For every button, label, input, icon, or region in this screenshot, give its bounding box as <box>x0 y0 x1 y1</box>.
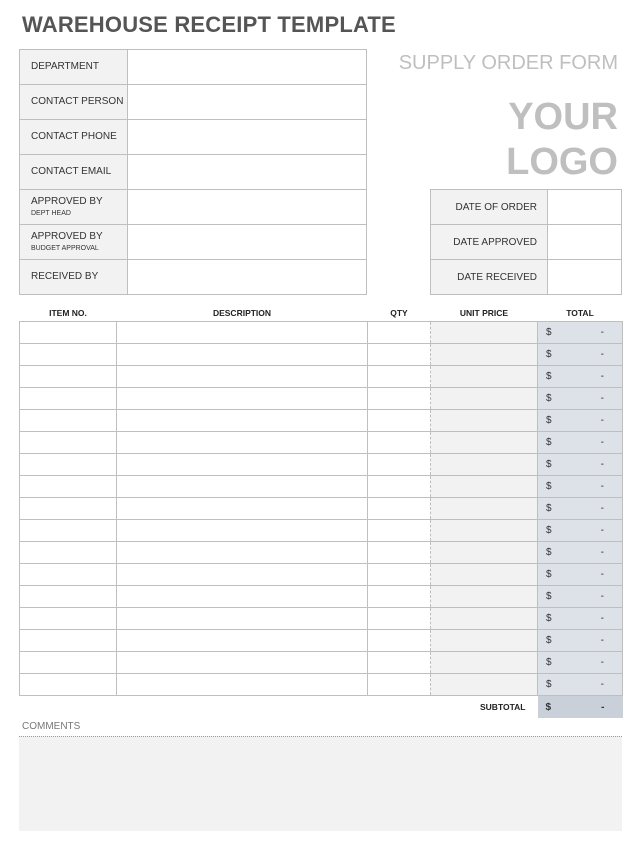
qty-cell[interactable] <box>368 520 431 542</box>
total-value: - <box>600 481 604 492</box>
table-row <box>20 410 623 432</box>
qty-cell[interactable] <box>368 476 431 498</box>
subtotal-currency-symbol: $ <box>545 701 552 713</box>
column-header-description: DESCRIPTION <box>117 305 368 322</box>
description-cell[interactable] <box>117 344 368 366</box>
unit-price-cell[interactable] <box>431 674 538 696</box>
unit-price-cell[interactable] <box>431 388 538 410</box>
currency-symbol: $ <box>546 481 552 492</box>
qty-cell[interactable] <box>368 344 431 366</box>
item-no-cell[interactable] <box>20 674 117 696</box>
item-no-cell[interactable] <box>20 476 117 498</box>
qty-cell[interactable] <box>368 542 431 564</box>
column-header-unit-price: UNIT PRICE <box>431 305 538 322</box>
item-no-cell[interactable] <box>20 652 117 674</box>
subtotal-value <box>538 696 623 719</box>
qty-cell[interactable] <box>368 366 431 388</box>
total-value: - <box>600 613 604 624</box>
info-row <box>20 85 367 120</box>
date-value-field[interactable] <box>548 260 622 295</box>
info-value-field[interactable] <box>128 120 367 155</box>
total-value: - <box>600 657 604 668</box>
table-row <box>20 432 623 454</box>
info-sublabel: BUDGET APPROVAL <box>31 244 99 252</box>
date-row <box>431 260 622 295</box>
total-cell <box>538 476 623 498</box>
unit-price-cell[interactable] <box>431 542 538 564</box>
currency-symbol: $ <box>546 503 552 514</box>
table-row <box>20 630 623 652</box>
description-cell[interactable] <box>117 652 368 674</box>
table-row <box>20 608 623 630</box>
info-label-text: RECEIVED BY <box>31 270 99 282</box>
qty-cell[interactable] <box>368 608 431 630</box>
description-cell[interactable] <box>117 366 368 388</box>
currency-symbol: $ <box>546 635 552 646</box>
info-label-text: APPROVED BY <box>31 196 103 208</box>
info-label <box>20 85 128 120</box>
item-no-cell[interactable] <box>20 432 117 454</box>
info-row <box>20 190 367 225</box>
logo-line-1: YOUR <box>508 96 618 138</box>
qty-cell[interactable] <box>368 410 431 432</box>
table-row <box>20 388 623 410</box>
total-value: - <box>600 415 604 426</box>
total-value: - <box>600 679 604 690</box>
item-no-cell[interactable] <box>20 586 117 608</box>
info-value-field[interactable] <box>128 155 367 190</box>
info-row <box>20 225 367 260</box>
total-value: - <box>600 327 604 338</box>
description-cell[interactable] <box>117 432 368 454</box>
currency-symbol: $ <box>546 459 552 470</box>
currency-symbol: $ <box>546 525 552 536</box>
info-row <box>20 260 367 295</box>
info-row <box>20 155 367 190</box>
unit-price-cell[interactable] <box>431 344 538 366</box>
qty-cell[interactable] <box>368 322 431 344</box>
subtotal-row <box>20 696 623 719</box>
date-label: DATE RECEIVED <box>431 260 548 295</box>
info-sublabel: DEPT HEAD <box>31 209 71 217</box>
qty-cell[interactable] <box>368 454 431 476</box>
qty-cell[interactable] <box>368 674 431 696</box>
date-label: DATE OF ORDER <box>431 190 548 225</box>
table-row <box>20 366 623 388</box>
total-value: - <box>600 437 604 448</box>
description-cell[interactable] <box>117 586 368 608</box>
total-cell <box>538 542 623 564</box>
info-label-text: DEPARTMENT <box>31 60 99 72</box>
currency-symbol: $ <box>546 349 552 360</box>
total-value: - <box>600 349 604 360</box>
info-label <box>20 225 128 260</box>
currency-symbol: $ <box>546 437 552 448</box>
column-header-total: TOTAL <box>538 305 623 322</box>
unit-price-cell[interactable] <box>431 520 538 542</box>
total-cell <box>538 586 623 608</box>
total-value: - <box>600 591 604 602</box>
description-cell[interactable] <box>117 674 368 696</box>
total-value: - <box>600 525 604 536</box>
item-no-cell[interactable] <box>20 388 117 410</box>
total-cell <box>538 432 623 454</box>
total-cell <box>538 564 623 586</box>
info-label <box>20 50 128 85</box>
description-cell[interactable] <box>117 608 368 630</box>
total-cell <box>538 454 623 476</box>
description-cell[interactable] <box>117 322 368 344</box>
item-no-cell[interactable] <box>20 498 117 520</box>
currency-symbol: $ <box>546 657 552 668</box>
info-label-text: CONTACT PERSON <box>31 95 124 107</box>
description-cell[interactable] <box>117 542 368 564</box>
qty-cell[interactable] <box>368 630 431 652</box>
unit-price-cell[interactable] <box>431 410 538 432</box>
total-value: - <box>600 569 604 580</box>
item-no-cell[interactable] <box>20 520 117 542</box>
table-row <box>20 476 623 498</box>
dates-table <box>430 189 622 295</box>
qty-cell[interactable] <box>368 432 431 454</box>
description-cell[interactable] <box>117 476 368 498</box>
column-header-qty: QTY <box>368 305 431 322</box>
description-cell[interactable] <box>117 630 368 652</box>
info-value-field[interactable] <box>128 85 367 120</box>
qty-cell[interactable] <box>368 388 431 410</box>
info-row <box>20 120 367 155</box>
table-row <box>20 652 623 674</box>
date-label: DATE APPROVED <box>431 225 548 260</box>
description-cell[interactable] <box>117 520 368 542</box>
date-value-field[interactable] <box>548 190 622 225</box>
description-cell[interactable] <box>117 564 368 586</box>
info-label <box>20 190 128 225</box>
unit-price-cell[interactable] <box>431 322 538 344</box>
table-row <box>20 586 623 608</box>
total-cell <box>538 366 623 388</box>
unit-price-cell[interactable] <box>431 432 538 454</box>
info-value-field[interactable] <box>128 50 367 85</box>
info-value-field[interactable] <box>128 190 367 225</box>
info-label <box>20 260 128 295</box>
subtotal-spacer <box>20 696 431 719</box>
comments-field[interactable] <box>19 736 622 831</box>
table-row <box>20 520 623 542</box>
total-cell <box>538 674 623 696</box>
qty-cell[interactable] <box>368 652 431 674</box>
currency-symbol: $ <box>546 569 552 580</box>
total-value: - <box>600 503 604 514</box>
qty-cell[interactable] <box>368 586 431 608</box>
logo-line-2: LOGO <box>506 141 618 183</box>
total-cell <box>538 388 623 410</box>
total-cell <box>538 520 623 542</box>
total-value: - <box>600 393 604 404</box>
items-header-row <box>20 305 623 322</box>
comments-label: COMMENTS <box>22 721 81 732</box>
info-label <box>20 155 128 190</box>
total-value: - <box>600 459 604 470</box>
info-label-text: APPROVED BY <box>31 231 103 243</box>
info-label-text: CONTACT PHONE <box>31 130 117 142</box>
logo-placeholder <box>506 95 618 185</box>
unit-price-cell[interactable] <box>431 476 538 498</box>
table-row <box>20 674 623 696</box>
total-cell <box>538 608 623 630</box>
total-cell <box>538 498 623 520</box>
total-cell <box>538 344 623 366</box>
currency-symbol: $ <box>546 327 552 338</box>
total-value: - <box>600 547 604 558</box>
table-row <box>20 454 623 476</box>
items-table <box>19 305 623 718</box>
unit-price-cell[interactable] <box>431 366 538 388</box>
currency-symbol: $ <box>546 371 552 382</box>
description-cell[interactable] <box>117 388 368 410</box>
item-no-cell[interactable] <box>20 564 117 586</box>
date-row <box>431 225 622 260</box>
total-cell <box>538 322 623 344</box>
total-cell <box>538 410 623 432</box>
table-row <box>20 542 623 564</box>
total-cell <box>538 630 623 652</box>
item-no-cell[interactable] <box>20 542 117 564</box>
subtotal-label: SUBTOTAL <box>480 702 526 712</box>
unit-price-cell[interactable] <box>431 652 538 674</box>
qty-cell[interactable] <box>368 564 431 586</box>
currency-symbol: $ <box>546 679 552 690</box>
currency-symbol: $ <box>546 613 552 624</box>
item-no-cell[interactable] <box>20 454 117 476</box>
item-no-cell[interactable] <box>20 630 117 652</box>
unit-price-cell[interactable] <box>431 498 538 520</box>
qty-cell[interactable] <box>368 498 431 520</box>
item-no-cell[interactable] <box>20 410 117 432</box>
contact-info-table <box>19 49 367 295</box>
column-header-item-no: ITEM NO. <box>20 305 117 322</box>
unit-price-cell[interactable] <box>431 630 538 652</box>
info-label-text: CONTACT EMAIL <box>31 165 112 177</box>
currency-symbol: $ <box>546 591 552 602</box>
supply-order-label: SUPPLY ORDER FORM <box>398 52 618 74</box>
info-value-field[interactable] <box>128 260 367 295</box>
table-row <box>20 564 623 586</box>
item-no-cell[interactable] <box>20 322 117 344</box>
table-row <box>20 498 623 520</box>
total-cell <box>538 652 623 674</box>
table-row <box>20 322 623 344</box>
date-row <box>431 190 622 225</box>
item-no-cell[interactable] <box>20 366 117 388</box>
currency-symbol: $ <box>546 393 552 404</box>
unit-price-cell[interactable] <box>431 608 538 630</box>
unit-price-cell[interactable] <box>431 586 538 608</box>
page-title: WAREHOUSE RECEIPT TEMPLATE <box>22 12 396 37</box>
info-label <box>20 120 128 155</box>
description-cell[interactable] <box>117 410 368 432</box>
date-value-field[interactable] <box>548 225 622 260</box>
unit-price-cell[interactable] <box>431 454 538 476</box>
currency-symbol: $ <box>546 547 552 558</box>
subtotal-amount: - <box>601 701 605 713</box>
total-value: - <box>600 635 604 646</box>
description-cell[interactable] <box>117 454 368 476</box>
info-row <box>20 50 367 85</box>
unit-price-cell[interactable] <box>431 564 538 586</box>
info-value-field[interactable] <box>128 225 367 260</box>
table-row <box>20 344 623 366</box>
item-no-cell[interactable] <box>20 344 117 366</box>
description-cell[interactable] <box>117 498 368 520</box>
total-value: - <box>600 371 604 382</box>
item-no-cell[interactable] <box>20 608 117 630</box>
currency-symbol: $ <box>546 415 552 426</box>
